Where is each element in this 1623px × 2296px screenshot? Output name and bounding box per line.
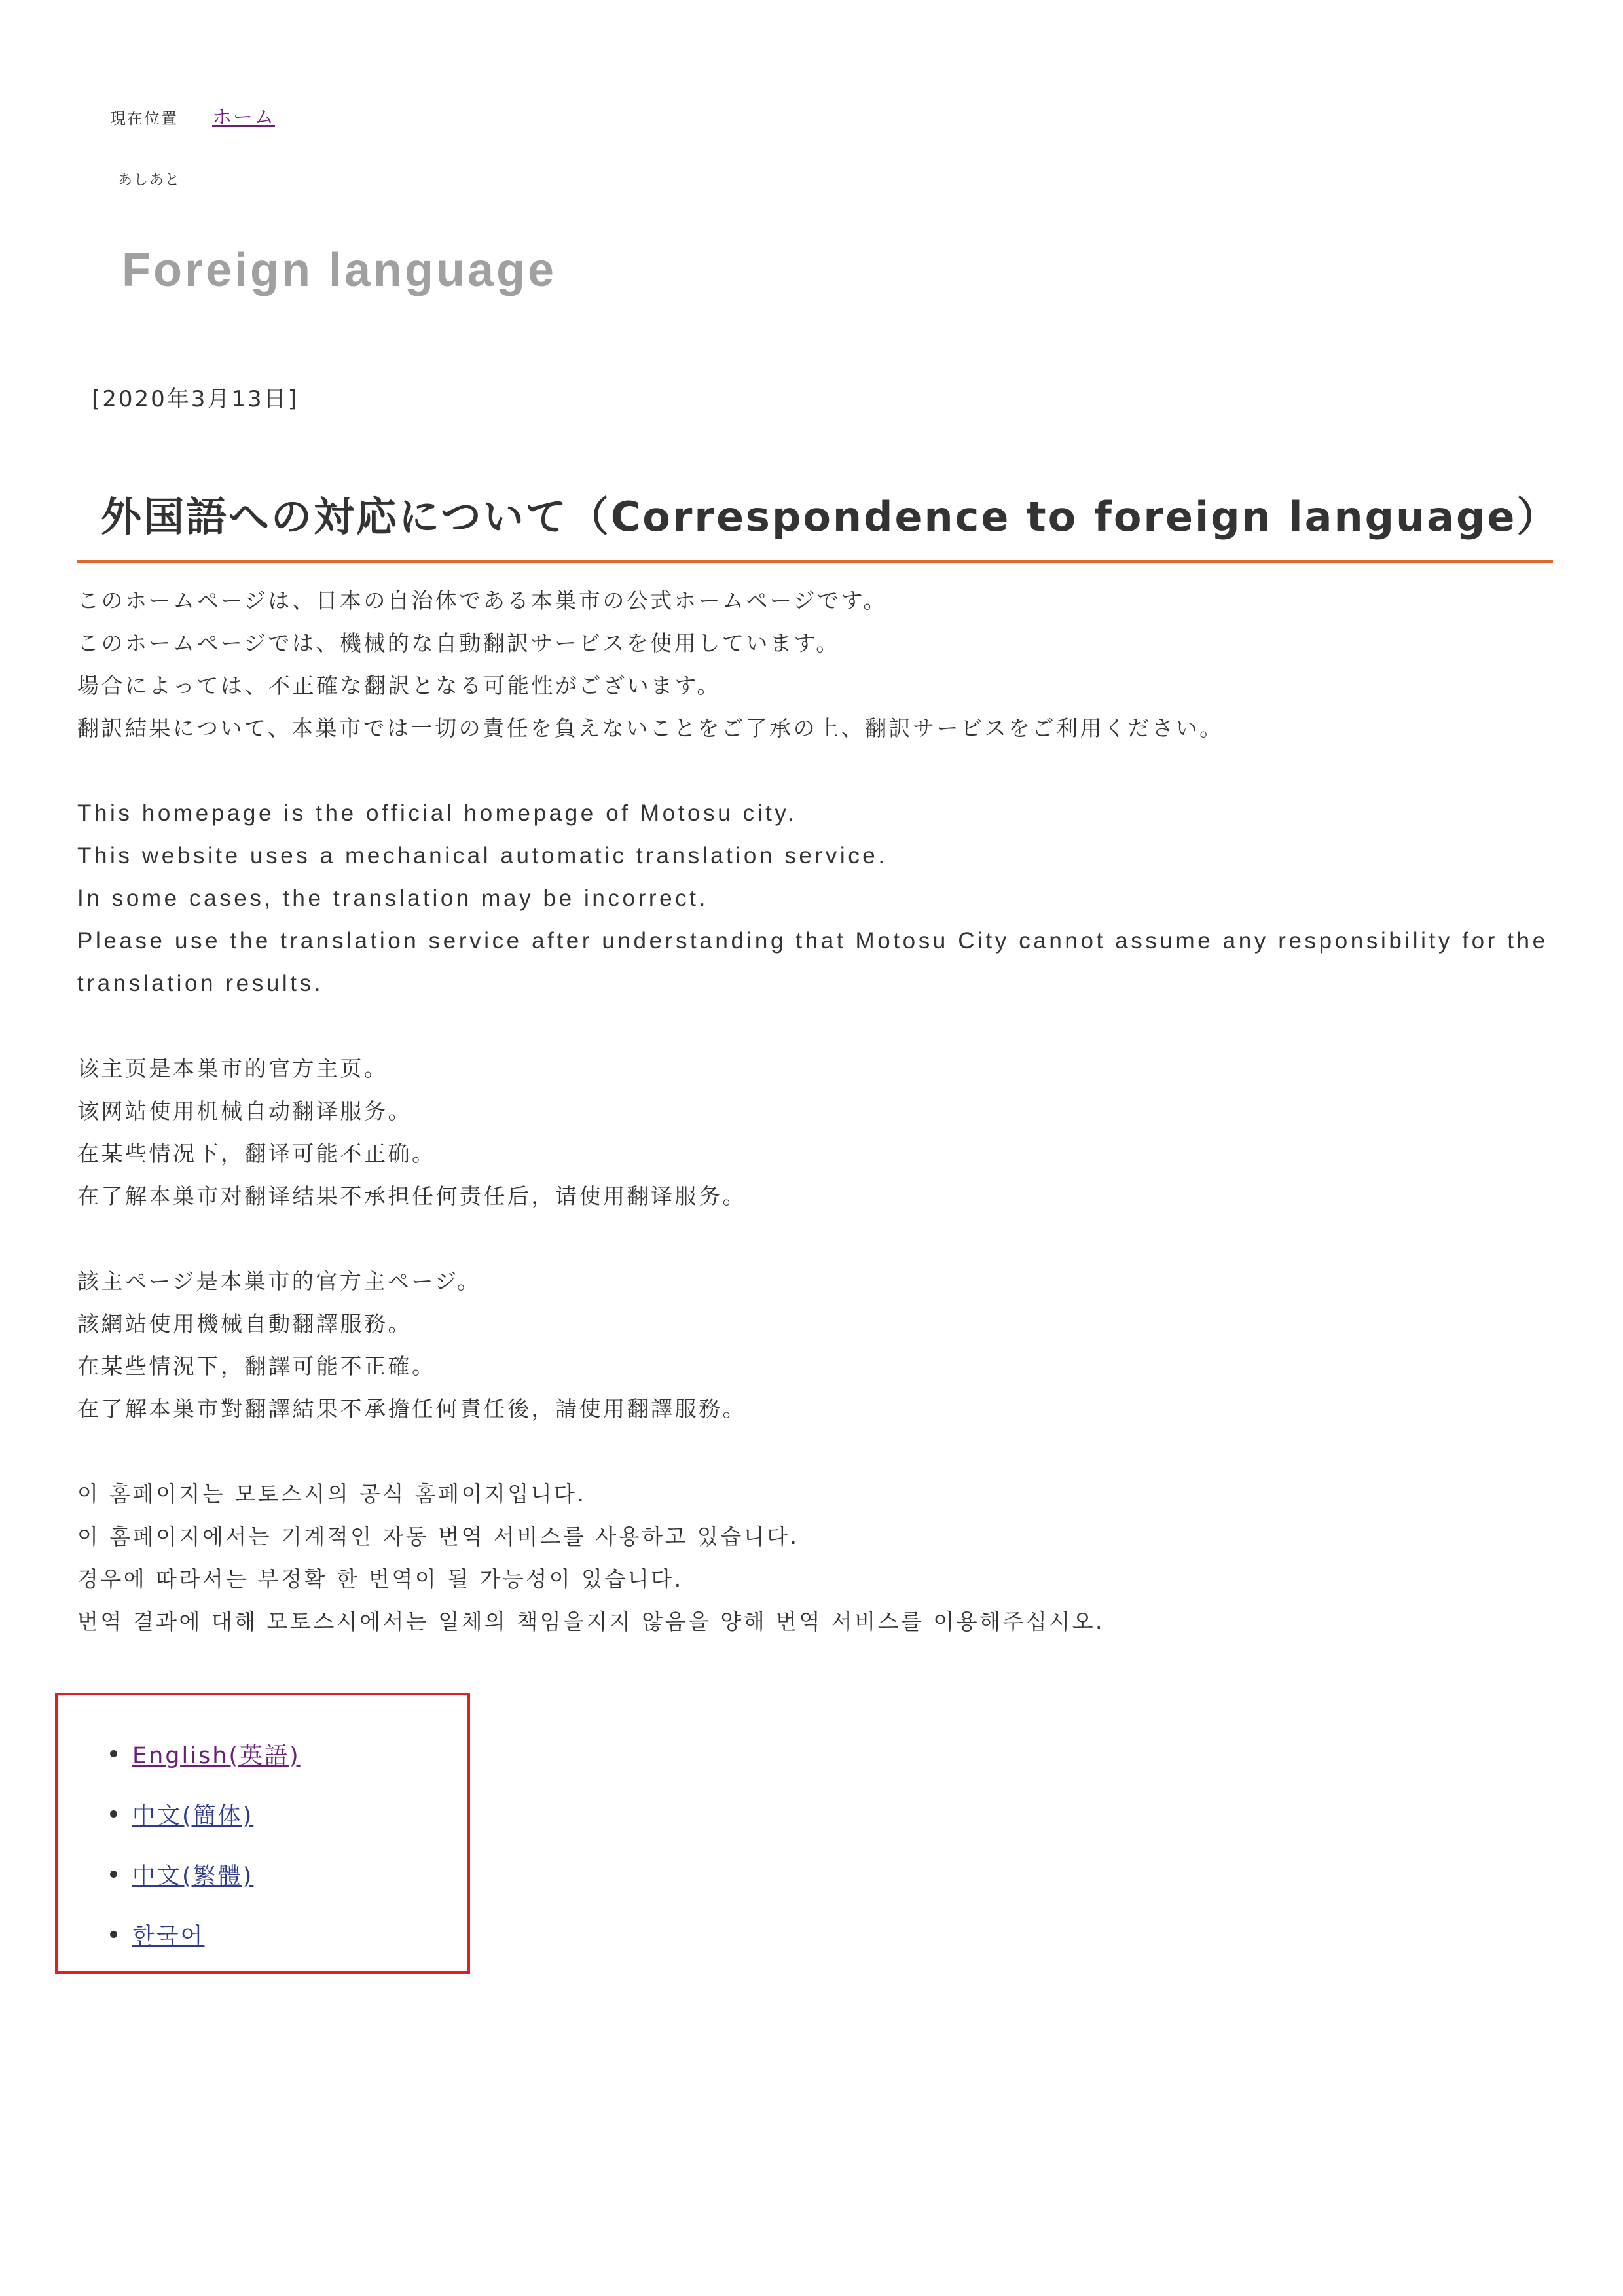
paragraph-line: 該主ページ是本巣市的官方主ページ。 (77, 1268, 481, 1294)
paragraph-line: This homepage is the official homepage of Motosu city. (77, 800, 797, 826)
content-body (77, 579, 1557, 1685)
list-item (110, 1844, 301, 1905)
language-link-korean[interactable]: 한국어 (132, 1924, 205, 1950)
language-links-highlight-box (55, 1693, 470, 1974)
bullet-icon (110, 1750, 117, 1757)
paragraph-line: translation results. (77, 971, 324, 996)
paragraph-japanese (77, 579, 1557, 749)
paragraph-line: 경우에 따라서는 부정확 한 번역이 될 가능성이 있습니다. (77, 1566, 684, 1592)
list-item (110, 1905, 301, 1965)
language-link-chinese-traditional[interactable]: 中文(繁體) (132, 1863, 254, 1890)
list-item (110, 1724, 301, 1784)
paragraph-line: In some cases, the translation may be incorrect. (77, 886, 708, 911)
bullet-icon (110, 1871, 117, 1878)
ashiato-label: あしあと (118, 172, 181, 188)
bullet-icon (110, 1810, 117, 1818)
paragraph-line: 该网站使用机械自动翻译服务。 (77, 1098, 412, 1124)
paragraph-line: 場合によっては、不正確な翻訳となる可能性がございます。 (77, 673, 721, 698)
paragraph-line: 翻訳結果について、本巣市では一切の責任を負えないことをご了承の上、翻訳サービスをご利用ください。 (77, 715, 1224, 741)
language-link-list (110, 1724, 301, 1965)
paragraph-chinese-simplified (77, 1047, 1557, 1217)
paragraph-line: 在某些情況下，翻譯可能不正確。 (77, 1354, 436, 1379)
content-heading: 外国語への対応について（Correspondence to foreign language） (77, 484, 1553, 563)
paragraph-line: 이 홈페이지에서는 기계적인 자동 번역 서비스를 사용하고 있습니다. (77, 1524, 799, 1549)
breadcrumb-home-link[interactable]: ホーム (212, 106, 275, 129)
breadcrumb-label: 現在位置 (110, 109, 178, 128)
paragraph-line: 이 홈페이지는 모토스시의 공식 홈페이지입니다. (77, 1481, 587, 1507)
paragraph-line: 该主页是本巣市的官方主页。 (77, 1056, 388, 1081)
paragraph-line: 在了解本巣市对翻译结果不承担任何责任后，请使用翻译服务。 (77, 1183, 746, 1209)
paragraph-line: このホームページでは、機械的な自動翻訳サービスを使用しています。 (77, 630, 840, 656)
language-link-chinese-simplified[interactable]: 中文(簡体) (132, 1803, 254, 1829)
paragraph-line: Please use the translation service after understanding that Motosu City cannot assume any responsibility for the (77, 928, 1548, 954)
paragraph-english (77, 792, 1557, 1005)
bullet-icon (110, 1931, 117, 1938)
paragraph-line: This website uses a mechanical automatic translation service. (77, 843, 888, 869)
paragraph-chinese-traditional (77, 1260, 1557, 1430)
update-date: [2020年3月13日] (92, 386, 299, 412)
paragraph-line: 在了解本巣市對翻譯結果不承擔任何責任後，請使用翻譯服務。 (77, 1396, 746, 1422)
list-item (110, 1784, 301, 1844)
paragraph-line: 該網站使用機械自動翻譯服務。 (77, 1311, 412, 1336)
breadcrumb (110, 101, 275, 130)
language-link-english[interactable]: English(英語) (132, 1743, 301, 1769)
paragraph-korean (77, 1473, 1557, 1643)
page-title: Foreign language (122, 244, 557, 296)
paragraph-line: 번역 결과에 대해 모토스시에서는 일체의 책임을지지 않음을 양해 번역 서비스를 이용해주십시오. (77, 1609, 1105, 1634)
paragraph-line: このホームページは、日本の自治体である本巣市の公式ホームページです。 (77, 588, 888, 613)
paragraph-line: 在某些情况下，翻译可能不正确。 (77, 1141, 436, 1166)
